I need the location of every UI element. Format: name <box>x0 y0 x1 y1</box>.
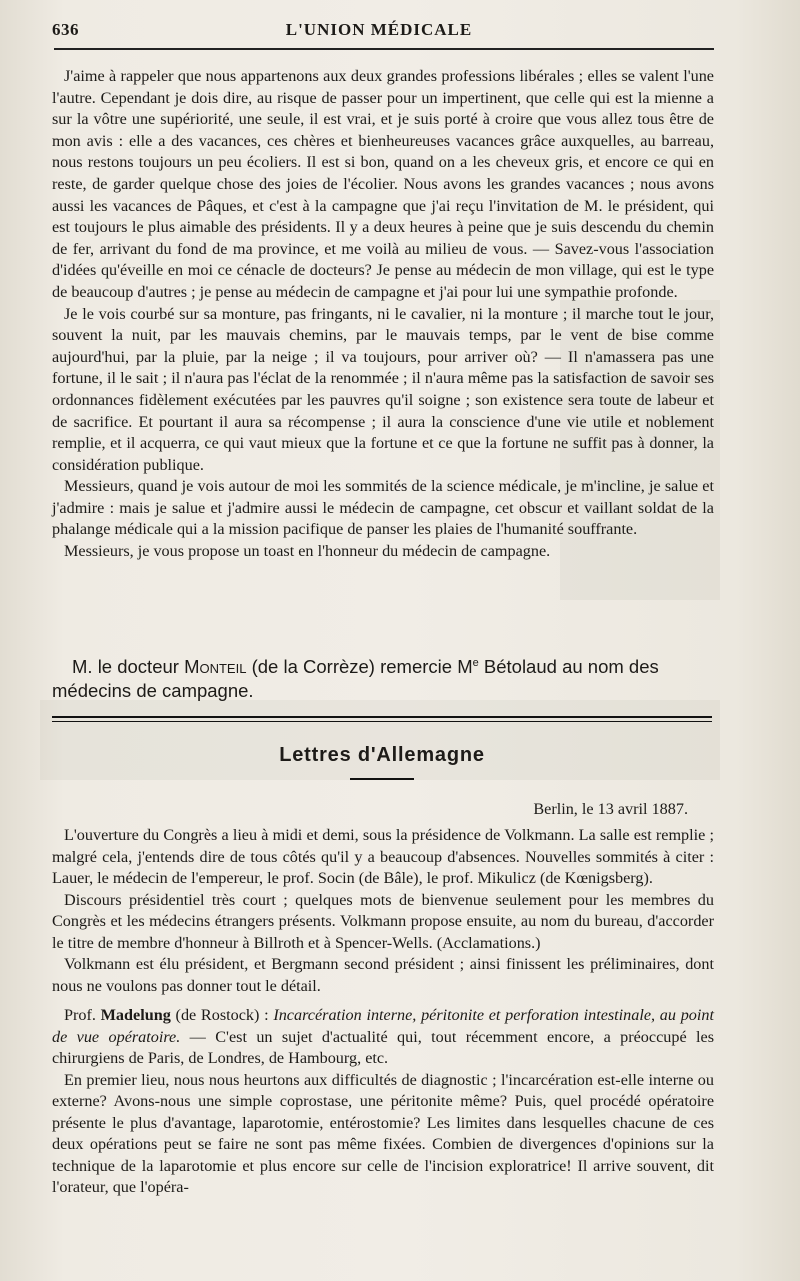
letter-paragraph: En premier lieu, nous nous heurtons aux difficultés de diagnostic ; l'incarcération est-elle interne ou externe? Avons-nous une simple coprostase, une péritonite même? Puis, quel procédé opératoire présente le plus d'avantage, laparotomie, entérostomie? Les limites dans lesquelles chacune de ces deux opérations peut se faire ne sont pas même fixées. Combien de divergences d'opinions sur la technique de la laparotomie et plus encore sur celle de l'incision exploratrice! Il arrive souvent, dit l'orateur, que l'opéra- <box>52 1070 714 1196</box>
note-text: Bétolaud au nom des médecins de campagne. <box>52 656 659 702</box>
note-prefix: M. le docteur <box>72 656 185 678</box>
letter-paragraph: Discours présidentiel très court ; quelques mots de bienvenue seulement pour les membres du Congrès et les médecins étrangers présents. Volkmann propose ensuite, au nom du bureau, d'accorder le titre de membre d'honneur à Billroth et à Spencer-Wells. (Acclamations.) <box>52 890 714 952</box>
letter-paragraph: Volkmann est élu président, et Bergmann second président ; ainsi finissent les préliminaires, dont nous ne voulons pas donner tout le détail. <box>52 955 714 995</box>
letter-paragraph <box>52 1005 714 1070</box>
note-superscript: e <box>472 657 479 669</box>
speech-paragraph: J'aime à rappeler que nous appartenons aux deux grandes professions libérales ; elles se valent l'une l'autre. Cependant je dois dire, au risque de passer pour un impertinent, que celle qui est la mienne a sur la vôtre une supériorité, une seule, il est vrai, et je suis porté à croire que vous allez tous être de mon avis : elle a des vacances, ces chères et bienheureuses vacances grâce auxquelles, au barreau, nous restons toujours un peu écoliers. Il est si bon, quand on a les cheveux gris, et encore ce qui en reste, de garder quelque chose des joies de l'écolier. Nous avons les grandes vacances ; nous avons aussi les vacances de Pâques, et c'est à la campagne que j'ai reçu l'invitation de M. le président, qui est toujours le plus aimable des présidents. Il y a deux heures à peine que je suis descendu du chemin de fer, arrivant du fond de ma province, et me voilà au milieu de vous. — Savez-vous l'association d'idées qu'éveille en moi ce cénacle de docteurs? Je pense au médecin de mon village, qui est le type de beaucoup d'autres ; je pense au médecin de campagne et j'ai pour lui une sympathie profonde. <box>52 67 714 301</box>
speech-paragraph: Messieurs, quand je vois autour de moi les sommités de la science médicale, je m'incline, je salue et j'admire : mais je salue et j'admire aussi le médecin de campagne, cet obscur et vaillant soldat de la phalange médicale qui a la mission pacifique de panser les plaies de l'humanité souffrante. <box>52 477 714 539</box>
toast-reply-note <box>52 651 714 703</box>
journal-title: L'UNION MÉDICALE <box>285 20 473 39</box>
letter-paragraph: L'ouverture du Congrès a lieu à midi et demi, sous la présidence de Volkmann. La salle est remplie ; malgré cela, j'entends dire de tous côtés qu'il y a beaucoup d'absences. Nouvelles sommités à citer : Lauer, le médecin de l'empereur, le prof. Socin (de Bâle), le prof. Mikulicz (de Kœnigsberg). <box>52 826 714 887</box>
title-underline <box>350 778 414 780</box>
section-rule <box>52 721 712 722</box>
toast-speech <box>52 66 714 563</box>
page-number: 636 <box>52 20 79 39</box>
dateline: Berlin, le 13 avril 1887. <box>533 800 688 818</box>
speech-paragraph: Messieurs, je vous propose un toast en l'honneur du médecin de campagne. <box>64 542 551 561</box>
section-title: Lettres d'Allemagne <box>279 744 485 766</box>
running-head <box>44 20 714 44</box>
speaker-prefix: Prof. <box>64 1006 101 1024</box>
bleed-through-mark <box>40 700 720 780</box>
paragraph-gap <box>52 997 714 1005</box>
header-rule <box>54 48 714 50</box>
section-rule <box>52 716 712 718</box>
talk-title: Incarcération interne, péritonite et perforation intestinale, au point de vue opératoire. <box>52 1006 714 1046</box>
doctor-name: Monteil <box>184 656 247 678</box>
note-text: (de la Corrèze) remercie M <box>246 656 473 678</box>
speaker-place: (de Rostock) : <box>170 1006 274 1024</box>
speaker-name: Madelung <box>100 1006 171 1024</box>
speech-paragraph: Je le vois courbé sur sa monture, pas fringants, ni le cavalier, ni la monture ; il marche tout le jour, souvent la nuit, par les mauvais chemins, par le mauvais temps, par le vent de bise comme aujourd'hui, par la pluie, par la neige ; il va toujours, pour arriver où? — Il n'amassera pas une fortune, il le sait ; il n'aura pas l'éclat de la renommée ; il n'aura même pas la satisfaction de savoir ses ordonnances fidèlement exécutées par les pauvres qu'il soigne ; son existence sera toute de labeur et de sacrifice. Et pourtant il aura sa récompense ; il aura la conscience d'une vie utile et noblement remplie, et il acquerra, ce qui vaut mieux que la fortune et ce que la fortune ne suffit pas à donner, la considération publique. <box>52 304 714 474</box>
talk-summary: — C'est un sujet d'actualité qui, tout récemment encore, a préoccupé les chirurgiens de Paris, de Londres, de Hambourg, etc. <box>52 1027 714 1067</box>
letter-body <box>52 825 714 1199</box>
